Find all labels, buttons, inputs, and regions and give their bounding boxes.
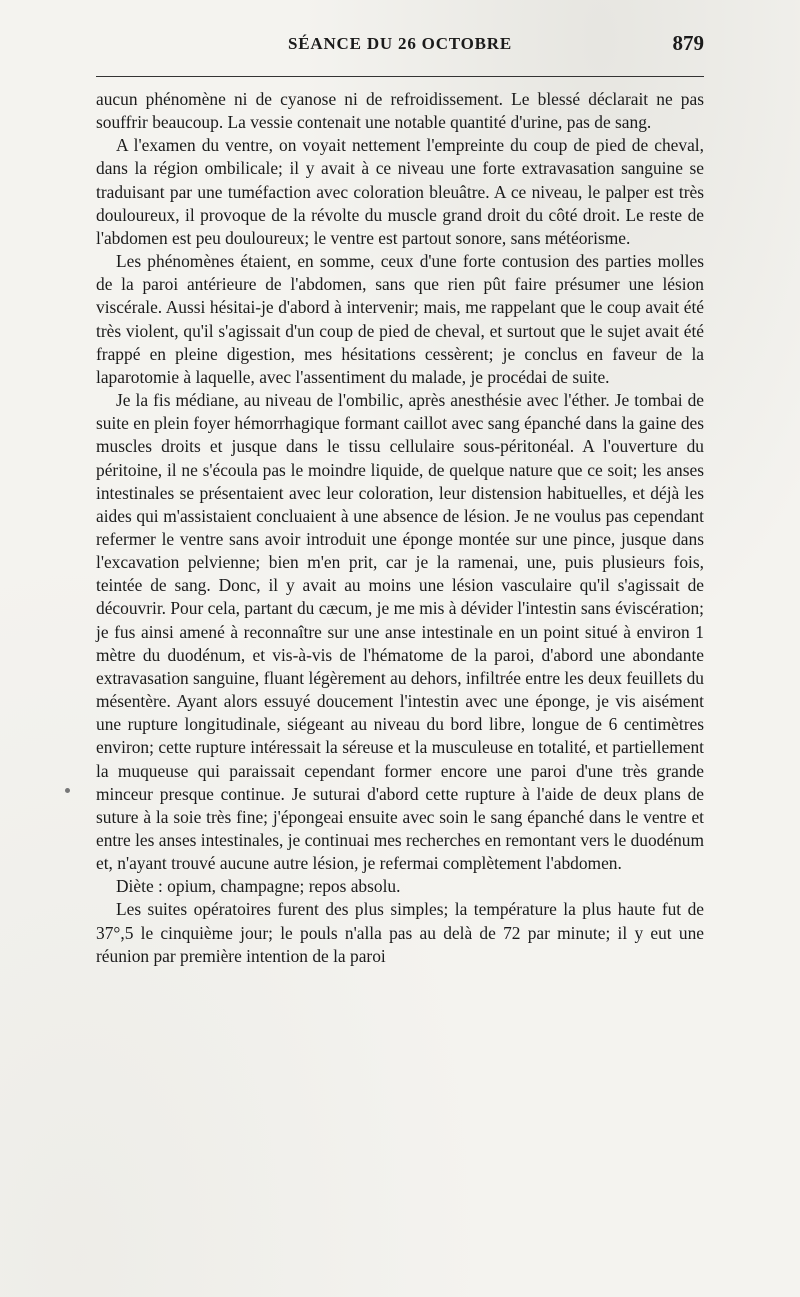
page-number: 879 <box>672 31 704 55</box>
paragraph: A l'examen du ventre, on voyait nettement l'empreinte du coup de pied de cheval, dans la région ombilicale; il y avait à ce niveau une forte extravasation sanguine se traduisant par une tuméfaction avec coloration bleuâtre. A ce niveau, le palper est très douloureux, il provoque de la révolte du muscle grand droit du côté droit. Le reste de l'abdomen est peu douloureux; le ventre est partout sonore, sans météorisme. <box>96 135 704 248</box>
paragraph: Je la fis médiane, au niveau de l'ombilic, après anesthésie avec l'éther. Je tombai de suite en plein foyer hémorrhagique formant caillot avec sang épanché dans la gaine des muscles droits et jusque dans le tissu cellulaire sous-péritonéal. A l'ouverture du péritoine, il ne s'écoula pas le moindre liquide, de quelque nature que ce soit; les anses intestinales se présentaient avec leur coloration, leur distension habituelles, et déjà les aides qui m'assistaient concluaient à une absence de lésion. Je ne voulus pas cependant refermer le ventre sans avoir introduit une éponge montée sur une pince, jusque dans l'excavation pelvienne; bien m'en prit, car je la ramenai, une, puis plusieurs fois, teintée de sang. Donc, il y avait au moins une lésion vasculaire qu'il s'agissait de découvrir. Pour cela, partant du cæcum, je me mis à dévider l'intestin sans éviscération; je fus ainsi amené à reconnaître sur une anse intestinale en un point situé à environ 1 mètre du duodénum, et vis-à-vis de l'hématome de la paroi, d'abord une abondante extravasation sanguine, fluant légèrement au dehors, infiltrée entre les deux feuillets du mésentère. Ayant alors essuyé doucement l'intestin avec une éponge, je vis aisément une rupture longitudinale, siégeant au niveau du bord libre, longue de 6 centimètres environ; cette rupture intéressait la séreuse et la musculeuse en totalité, et partiellement la muqueuse qui paraissait cependant former encore une paroi d'une très grande minceur presque continue. Je suturai d'abord cette rupture à l'aide de deux plans de suture à la soie très fine; j'épongeai ensuite avec soin le sang épanché dans le ventre et entre les anses intestinales, je continuai mes recherches en remontant vers le duodénum et, n'ayant trouvé aucune autre lésion, je refermai complètement l'abdomen. <box>96 390 704 874</box>
body-text <box>96 88 704 968</box>
running-title: SÉANCE DU 26 OCTOBRE <box>288 34 512 53</box>
paragraph: Les suites opératoires furent des plus simples; la température la plus haute fut de 37°,5 le cinquième jour; le pouls n'alla pas au delà de 72 par minute; il y eut une réunion par première intention de la paroi <box>96 899 704 966</box>
margin-mark <box>65 788 70 793</box>
header-rule <box>96 76 704 77</box>
page-header <box>96 31 704 62</box>
paragraph: Les phénomènes étaient, en somme, ceux d'une forte contusion des parties molles de la paroi antérieure de l'abdomen, sans que rien pût faire présumer une lésion viscérale. Aussi hésitai-je d'abord à intervenir; mais, me rappelant que le coup avait été très violent, qu'il s'agissait d'un coup de pied de cheval, et surtout que le sujet avait été frappé en pleine digestion, mes hésitations cessèrent; je conclus en faveur de la laparotomie à laquelle, avec l'assentiment du malade, je procédai de suite. <box>96 251 704 387</box>
paragraph: Diète : opium, champagne; repos absolu. <box>116 876 401 897</box>
paragraph: aucun phénomène ni de cyanose ni de refroidissement. Le blessé déclarait ne pas souffrir beaucoup. La vessie contenait une notable quantité d'urine, pas de sang. <box>96 89 704 133</box>
